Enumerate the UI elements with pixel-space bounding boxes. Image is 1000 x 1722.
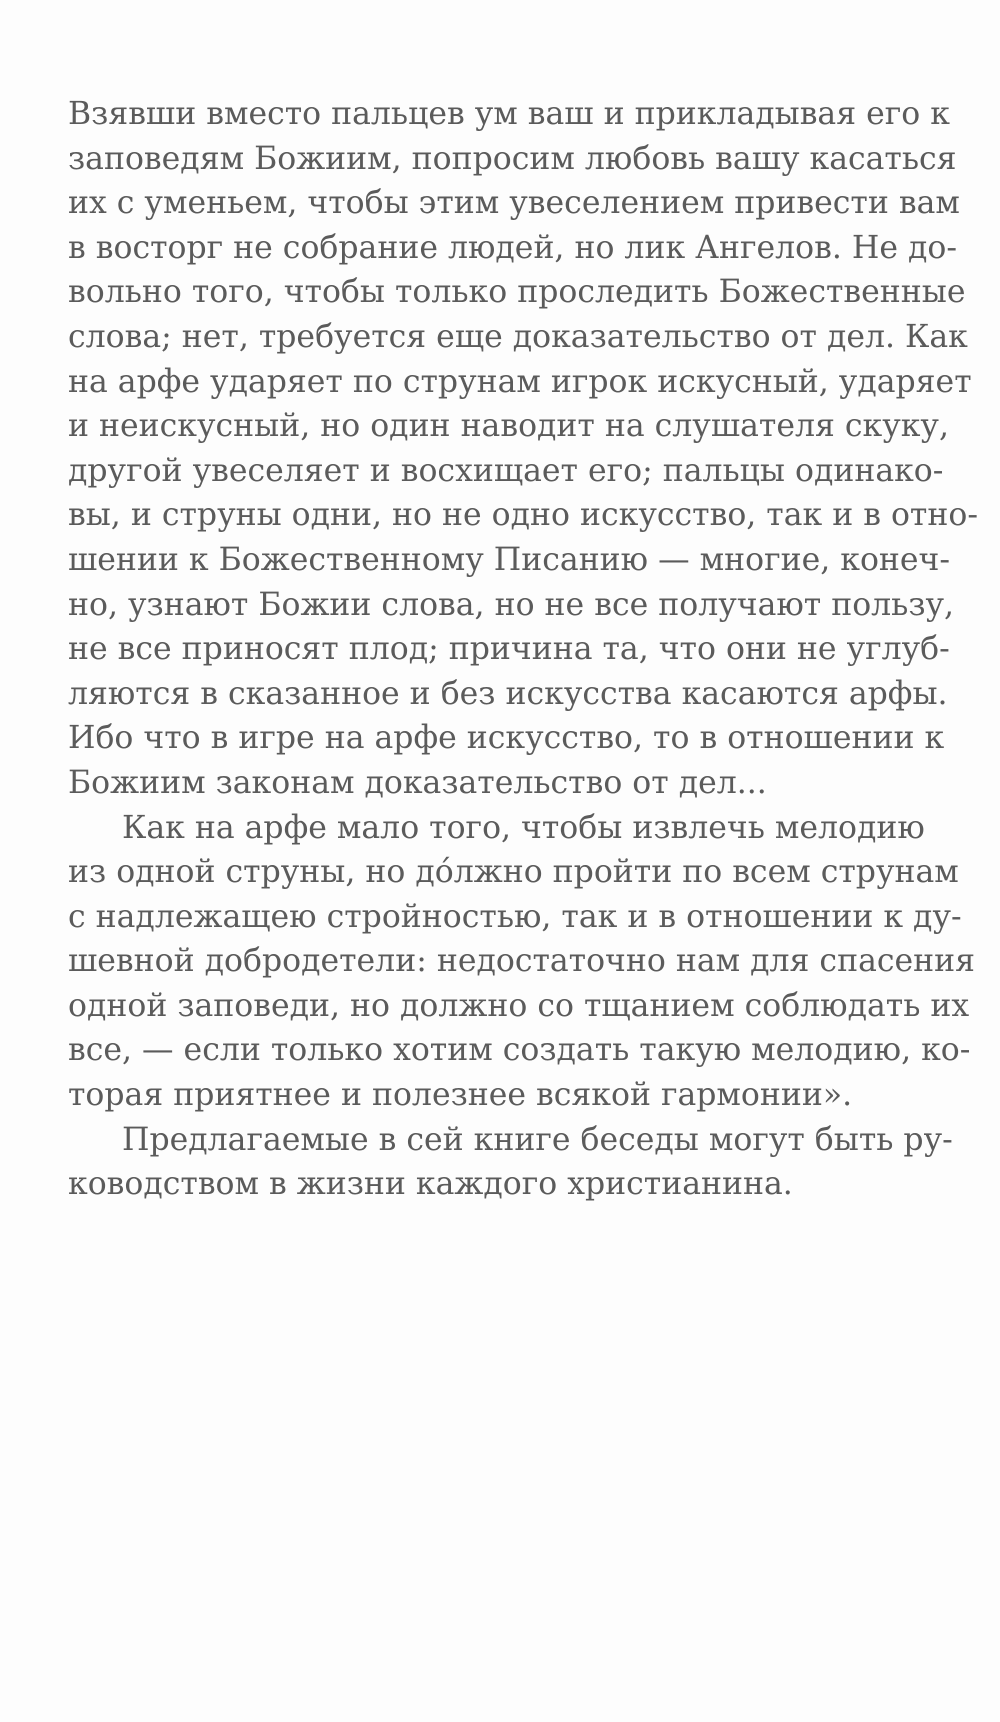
text-line: и неискусный, но один наводит на слушателя скуку, [68, 408, 949, 445]
text-line: вы, и струны одни, но не одно искусство, так и в отно- [68, 497, 978, 534]
text-line: заповедям Божиим, попросим любовь вашу касаться [68, 140, 957, 177]
text-line: с надлежащею стройностью, так и в отношении к ду- [68, 898, 962, 935]
text-line: не все приносят плод; причина та, что они не углуб- [68, 631, 950, 668]
text-line: их с уменьем, чтобы этим увеселением привести вам [68, 185, 960, 222]
page-text [68, 92, 978, 1207]
text-line: торая приятнее и полезнее всякой гармонии». [68, 1077, 853, 1114]
text-line: шевной добродетели: недостаточно нам для спасения [68, 943, 975, 980]
text-line: другой увеселяет и восхищает его; пальцы одинако- [68, 452, 944, 489]
text-line: на арфе ударяет по струнам игрок искусный, ударяет [68, 363, 972, 400]
text-line: вольно того, чтобы только проследить Божественные [68, 274, 966, 311]
text-line: Ибо что в игре на арфе искусство, то в отношении к [68, 720, 945, 757]
text-line: слова; нет, требуется еще доказательство от дел. Как [68, 318, 968, 355]
text-line: ляются в сказанное и без искусства касаются арфы. [68, 675, 948, 712]
text-line: в восторг не собрание людей, но лик Ангелов. Не до- [68, 229, 957, 266]
text-line: Божиим законам доказательство от дел... [68, 764, 767, 801]
text-line: Как на арфе мало того, чтобы извлечь мелодию [122, 809, 925, 846]
text-line: шении к Божественному Писанию — многие, конеч- [68, 541, 951, 578]
text-line: одной заповеди, но должно со тщанием соблюдать их [68, 987, 970, 1024]
paragraph-1 [68, 92, 978, 806]
text-line: из одной струны, но до́лжно пройти по всем струнам [68, 854, 959, 891]
text-line: но, узнают Божии слова, но не все получают пользу, [68, 586, 955, 623]
text-line: Предлагаемые в сей книге беседы могут быть ру- [122, 1121, 953, 1158]
text-line: все, — если только хотим создать такую мелодию, ко- [68, 1032, 971, 1069]
text-line: ководством в жизни каждого христианина. [68, 1166, 793, 1203]
paragraph-3 [68, 1118, 953, 1207]
paragraph-2 [68, 806, 975, 1118]
text-line: Взявши вместо пальцев ум ваш и прикладывая его к [68, 96, 950, 132]
